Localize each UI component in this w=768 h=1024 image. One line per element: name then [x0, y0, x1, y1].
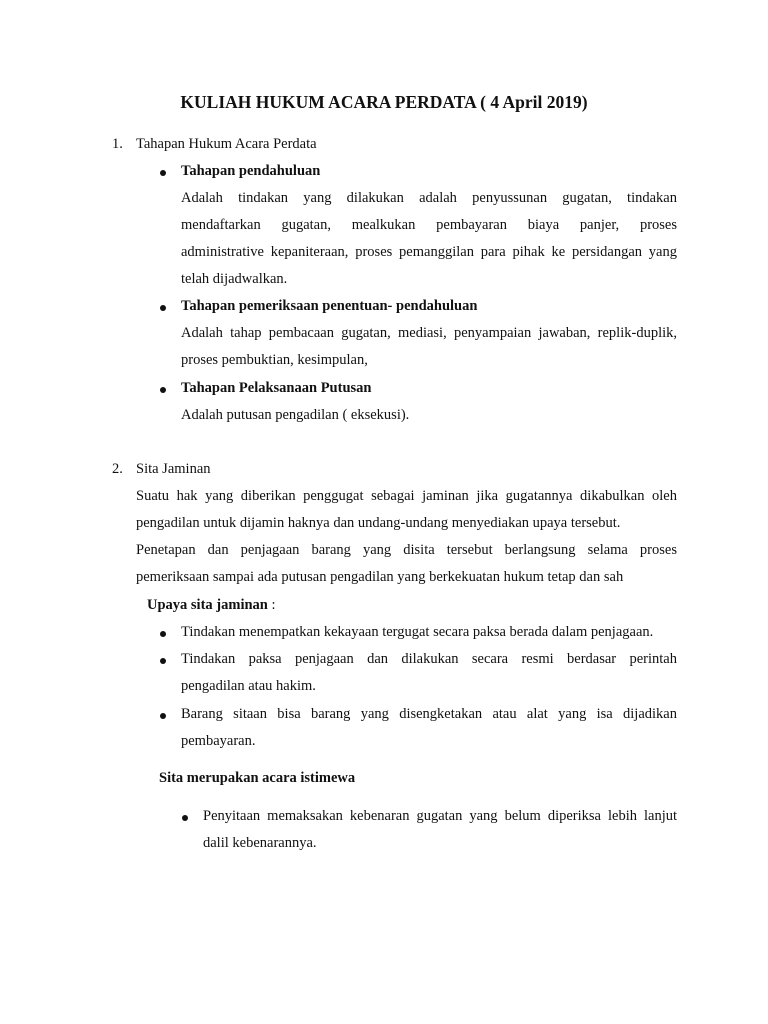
istimewa-heading: Sita merupakan acara istimewa [159, 770, 356, 786]
paragraph-line: pemeriksaan sampai ada putusan pengadilan yang berkekuatan hukum tetap dan sah [136, 569, 624, 585]
bullet-icon [160, 387, 166, 393]
upaya-colon: : [267, 597, 276, 613]
item-title-pendahuluan: Tahapan pendahuluan [181, 163, 321, 179]
item-title-pelaksanaan: Tahapan Pelaksanaan Putusan [181, 380, 372, 396]
paragraph-line: Adalah tindakan yang dilakukan adalah penyussunan gugatan, tindakan [181, 190, 677, 206]
list-item-continuation: dalil kebenarannya. [203, 835, 317, 851]
paragraph-line: Penetapan dan penjagaan barang yang disita tersebut berlangsung selama proses [136, 542, 677, 558]
section-2-heading: Sita Jaminan [136, 461, 211, 477]
paragraph-line: proses pembuktian, kesimpulan, [181, 352, 368, 368]
upaya-label: Upaya sita jaminan [147, 597, 268, 613]
paragraph-line: Adalah putusan pengadilan ( eksekusi). [181, 407, 410, 423]
section-2-number: 2. [112, 461, 123, 477]
paragraph-line: telah dijadwalkan. [181, 271, 288, 287]
list-item-continuation: pembayaran. [181, 733, 256, 749]
list-item: Barang sitaan bisa barang yang disengketakan atau alat yang isa dijadikan [181, 706, 677, 722]
list-item-continuation: pengadilan atau hakim. [181, 678, 316, 694]
bullet-icon [160, 631, 166, 637]
paragraph-line: Suatu hak yang diberikan penggugat sebagai jaminan jika gugatannya dikabulkan oleh [136, 488, 677, 504]
item-title-pemeriksaan: Tahapan pemeriksaan penentuan- pendahuluan [181, 298, 478, 314]
upaya-heading [147, 597, 276, 614]
section-1-heading: Tahapan Hukum Acara Perdata [136, 136, 317, 152]
section-1-number: 1. [112, 136, 123, 152]
list-item: Penyitaan memaksakan kebenaran gugatan yang belum diperiksa lebih lanjut [203, 808, 677, 824]
paragraph-line: mendaftarkan gugatan, mealkukan pembayaran biaya panjer, proses [181, 217, 677, 233]
list-item: Tindakan paksa penjagaan dan dilakukan secara resmi berdasar perintah [181, 651, 677, 667]
bullet-icon [160, 170, 166, 176]
bullet-icon [160, 658, 166, 664]
paragraph-line: administrative kepaniteraan, proses pemanggilan para pihak ke persidangan yang [181, 244, 677, 260]
list-item: Tindakan menempatkan kekayaan tergugat secara paksa berada dalam penjagaan. [181, 624, 654, 640]
document-title: KULIAH HUKUM ACARA PERDATA ( 4 April 2019) [180, 92, 588, 112]
paragraph-line: Adalah tahap pembacaan gugatan, mediasi, penyampaian jawaban, replik-duplik, [181, 325, 677, 341]
bullet-icon [160, 305, 166, 311]
bullet-icon [160, 713, 166, 719]
bullet-icon [182, 815, 188, 821]
paragraph-line: pengadilan untuk dijamin haknya dan undang-undang menyediakan upaya tersebut. [136, 515, 621, 531]
